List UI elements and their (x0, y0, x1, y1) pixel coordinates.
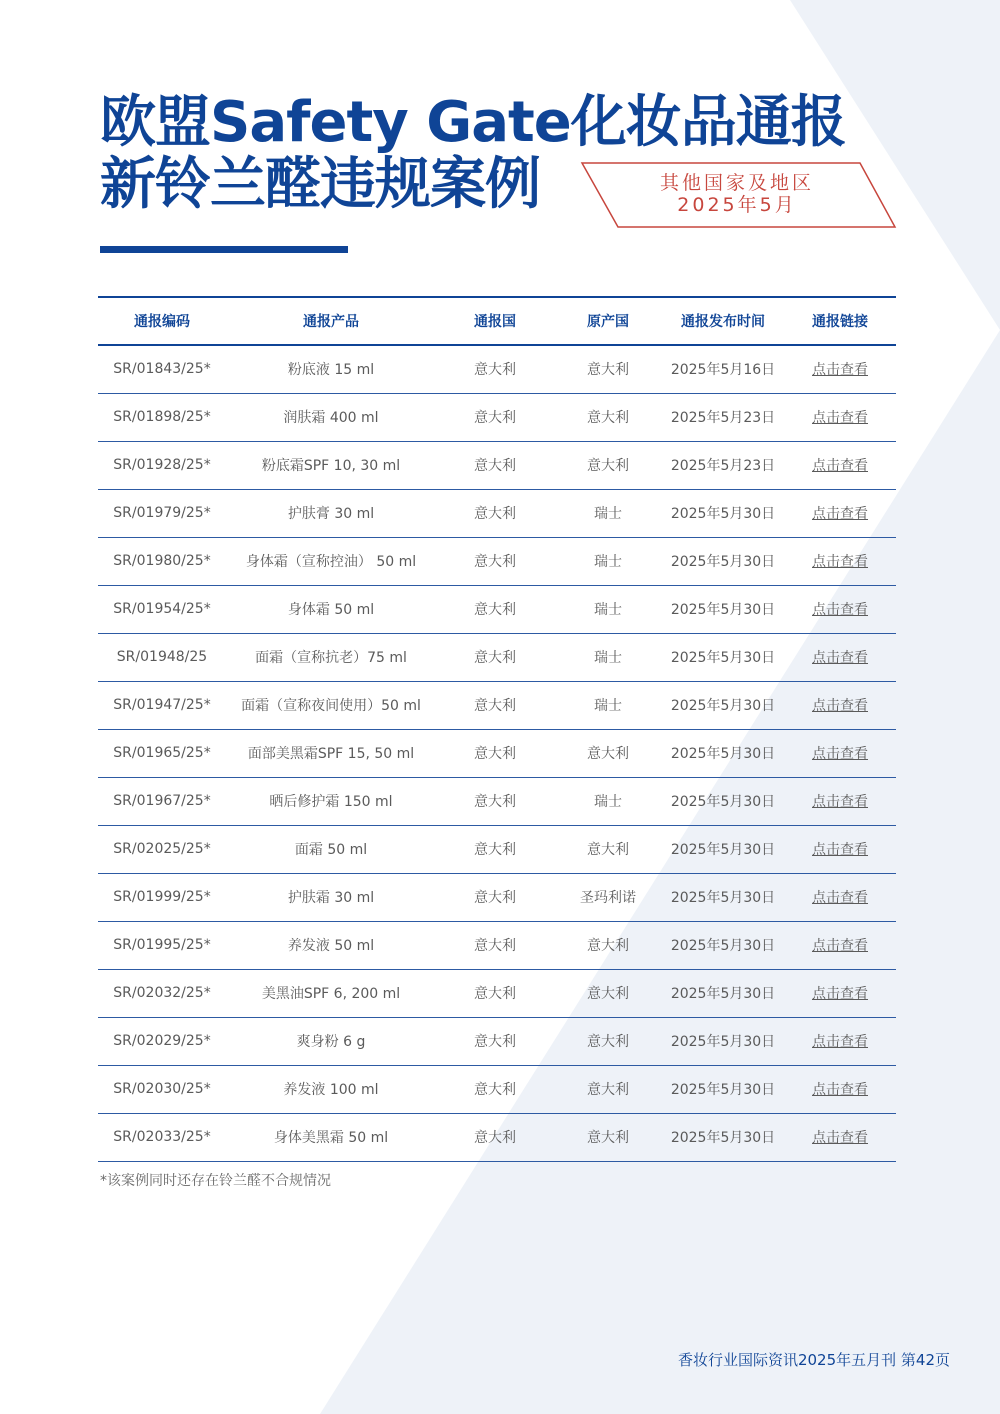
title-underline (100, 246, 348, 253)
table-row (98, 537, 896, 585)
cell-code: SR/01980/25* (98, 537, 226, 585)
cell-origin-country: 瑞士 (554, 537, 662, 585)
title-line-2: 新铃兰醛违规案例 (100, 152, 540, 217)
cell-product: 面霜（宣称抗老）75 ml (226, 633, 436, 681)
table-row (98, 393, 896, 441)
cell-product: 身体美黑霜 50 ml (226, 1113, 436, 1161)
cell-publish-date: 2025年5月30日 (662, 873, 784, 921)
cell-code: SR/02025/25* (98, 825, 226, 873)
cell-code: SR/02032/25* (98, 969, 226, 1017)
cell-link[interactable]: 点击查看 (784, 681, 896, 729)
cell-product: 身体霜（宣称控油） 50 ml (226, 537, 436, 585)
cell-notifying-country: 意大利 (436, 393, 554, 441)
cell-product: 护肤霜 30 ml (226, 873, 436, 921)
region-date-tag (578, 160, 898, 230)
cell-product: 润肤霜 400 ml (226, 393, 436, 441)
cell-product: 粉底霜SPF 10, 30 ml (226, 441, 436, 489)
cell-link[interactable]: 点击查看 (784, 777, 896, 825)
cell-origin-country: 意大利 (554, 825, 662, 873)
cell-notifying-country: 意大利 (436, 921, 554, 969)
cell-notifying-country: 意大利 (436, 489, 554, 537)
cell-code: SR/01928/25* (98, 441, 226, 489)
cell-product: 美黑油SPF 6, 200 ml (226, 969, 436, 1017)
cell-link[interactable]: 点击查看 (784, 393, 896, 441)
table-row (98, 921, 896, 969)
cell-publish-date: 2025年5月30日 (662, 1017, 784, 1065)
header-notifying-country: 通报国 (436, 297, 554, 345)
cell-publish-date: 2025年5月23日 (662, 441, 784, 489)
cell-link[interactable]: 点击查看 (784, 825, 896, 873)
cell-publish-date: 2025年5月30日 (662, 681, 784, 729)
title-line-1: 欧盟Safety Gate化妆品通报 (100, 90, 846, 155)
tag-region: 其他国家及地区 (659, 172, 814, 194)
cell-code: SR/01999/25* (98, 873, 226, 921)
cell-notifying-country: 意大利 (436, 1065, 554, 1113)
cell-publish-date: 2025年5月23日 (662, 393, 784, 441)
header-publish-date: 通报发布时间 (662, 297, 784, 345)
cell-code: SR/02033/25* (98, 1113, 226, 1161)
cell-publish-date: 2025年5月30日 (662, 633, 784, 681)
cell-code: SR/02029/25* (98, 1017, 226, 1065)
cell-link[interactable]: 点击查看 (784, 345, 896, 393)
cell-link[interactable]: 点击查看 (784, 489, 896, 537)
cell-origin-country: 瑞士 (554, 777, 662, 825)
cell-product: 养发液 50 ml (226, 921, 436, 969)
cell-link[interactable]: 点击查看 (784, 585, 896, 633)
footnote: *该案例同时还存在铃兰醛不合规情况 (100, 1173, 331, 1189)
cell-notifying-country: 意大利 (436, 441, 554, 489)
header-code: 通报编码 (98, 297, 226, 345)
header-link: 通报链接 (784, 297, 896, 345)
header-origin-country: 原产国 (554, 297, 662, 345)
cell-code: SR/02030/25* (98, 1065, 226, 1113)
cell-link[interactable]: 点击查看 (784, 633, 896, 681)
cell-origin-country: 意大利 (554, 393, 662, 441)
cell-product: 晒后修护霜 150 ml (226, 777, 436, 825)
cell-link[interactable]: 点击查看 (784, 537, 896, 585)
cell-link[interactable]: 点击查看 (784, 969, 896, 1017)
cell-notifying-country: 意大利 (436, 1017, 554, 1065)
cell-origin-country: 意大利 (554, 345, 662, 393)
tag-text (578, 172, 896, 216)
cell-origin-country: 瑞士 (554, 585, 662, 633)
cell-link[interactable]: 点击查看 (784, 921, 896, 969)
cell-code: SR/01954/25* (98, 585, 226, 633)
cell-product: 粉底液 15 ml (226, 345, 436, 393)
cell-notifying-country: 意大利 (436, 345, 554, 393)
cell-publish-date: 2025年5月30日 (662, 537, 784, 585)
notification-table (98, 296, 896, 1162)
cell-code: SR/01995/25* (98, 921, 226, 969)
cell-product: 身体霜 50 ml (226, 585, 436, 633)
cell-publish-date: 2025年5月30日 (662, 1113, 784, 1161)
cell-notifying-country: 意大利 (436, 825, 554, 873)
cell-publish-date: 2025年5月30日 (662, 489, 784, 537)
header-product: 通报产品 (226, 297, 436, 345)
table-row (98, 633, 896, 681)
cell-origin-country: 瑞士 (554, 633, 662, 681)
cell-notifying-country: 意大利 (436, 873, 554, 921)
cell-notifying-country: 意大利 (436, 1113, 554, 1161)
cell-product: 养发液 100 ml (226, 1065, 436, 1113)
table-row (98, 1113, 896, 1161)
cell-notifying-country: 意大利 (436, 633, 554, 681)
cell-publish-date: 2025年5月30日 (662, 921, 784, 969)
cell-origin-country: 意大利 (554, 729, 662, 777)
table-header-row (98, 297, 896, 345)
cell-link[interactable]: 点击查看 (784, 873, 896, 921)
cell-origin-country: 圣玛利诺 (554, 873, 662, 921)
cell-link[interactable]: 点击查看 (784, 729, 896, 777)
cell-publish-date: 2025年5月30日 (662, 1065, 784, 1113)
cell-link[interactable]: 点击查看 (784, 1113, 896, 1161)
cell-publish-date: 2025年5月30日 (662, 729, 784, 777)
cell-code: SR/01965/25* (98, 729, 226, 777)
table-row (98, 489, 896, 537)
cell-notifying-country: 意大利 (436, 777, 554, 825)
table-row (98, 681, 896, 729)
cell-code: SR/01948/25 (98, 633, 226, 681)
page-footer: 香妆行业国际资讯2025年五月刊 第42页 (677, 1351, 950, 1369)
table-row (98, 345, 896, 393)
table-row (98, 441, 896, 489)
cell-link[interactable]: 点击查看 (784, 1017, 896, 1065)
table-row (98, 585, 896, 633)
table-row (98, 777, 896, 825)
cell-product: 爽身粉 6 g (226, 1017, 436, 1065)
cell-origin-country: 意大利 (554, 1065, 662, 1113)
cell-origin-country: 意大利 (554, 969, 662, 1017)
cell-origin-country: 意大利 (554, 921, 662, 969)
cell-notifying-country: 意大利 (436, 969, 554, 1017)
table-row (98, 729, 896, 777)
cell-publish-date: 2025年5月30日 (662, 585, 784, 633)
cell-code: SR/01843/25* (98, 345, 226, 393)
cell-code: SR/01947/25* (98, 681, 226, 729)
cell-product: 护肤膏 30 ml (226, 489, 436, 537)
cell-product: 面霜 50 ml (226, 825, 436, 873)
table-body (98, 345, 896, 1161)
cell-origin-country: 意大利 (554, 441, 662, 489)
cell-code: SR/01979/25* (98, 489, 226, 537)
cell-publish-date: 2025年5月30日 (662, 825, 784, 873)
cell-product: 面霜（宣称夜间使用）50 ml (226, 681, 436, 729)
cell-code: SR/01898/25* (98, 393, 226, 441)
cell-link[interactable]: 点击查看 (784, 1065, 896, 1113)
cell-notifying-country: 意大利 (436, 537, 554, 585)
tag-date: 2025年5月 (677, 194, 797, 216)
table-row (98, 1065, 896, 1113)
cell-notifying-country: 意大利 (436, 681, 554, 729)
cell-origin-country: 意大利 (554, 1113, 662, 1161)
cell-origin-country: 瑞士 (554, 681, 662, 729)
cell-product: 面部美黑霜SPF 15, 50 ml (226, 729, 436, 777)
table-row (98, 969, 896, 1017)
cell-publish-date: 2025年5月30日 (662, 777, 784, 825)
cell-publish-date: 2025年5月30日 (662, 969, 784, 1017)
cell-publish-date: 2025年5月16日 (662, 345, 784, 393)
cell-notifying-country: 意大利 (436, 585, 554, 633)
cell-origin-country: 瑞士 (554, 489, 662, 537)
cell-origin-country: 意大利 (554, 1017, 662, 1065)
table-row (98, 1017, 896, 1065)
table-row (98, 825, 896, 873)
table-row (98, 873, 896, 921)
cell-link[interactable]: 点击查看 (784, 441, 896, 489)
cell-notifying-country: 意大利 (436, 729, 554, 777)
cell-code: SR/01967/25* (98, 777, 226, 825)
